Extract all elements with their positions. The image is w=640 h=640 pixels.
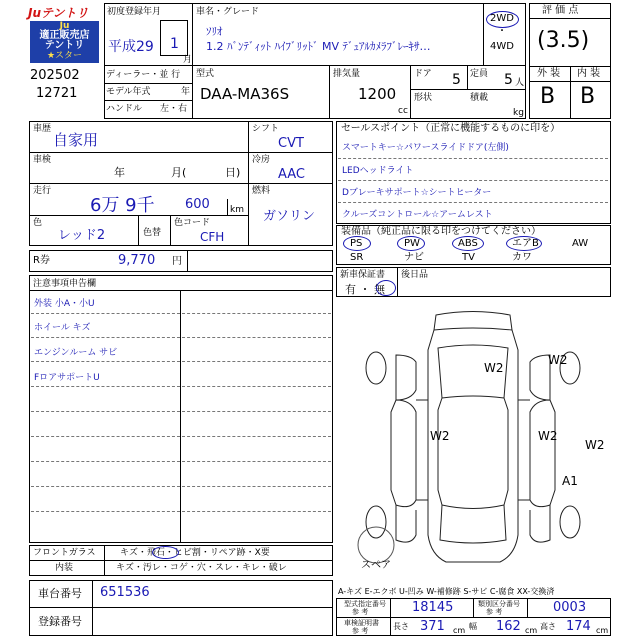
color-value: レッド2 xyxy=(58,228,106,243)
logo xyxy=(28,4,101,64)
reg-year-era: 平成29 xyxy=(108,39,154,55)
recycle-value: 9,770 xyxy=(118,253,156,268)
drive-4wd: 4WD xyxy=(490,41,514,52)
warranty-circle xyxy=(376,280,396,296)
equip-pw: PW xyxy=(404,238,420,249)
designation-value: 18145 xyxy=(412,600,454,615)
doors-label: ドア xyxy=(414,69,432,79)
doors-value: 5 xyxy=(452,72,461,88)
note-3: エンジンルーム サビ xyxy=(34,348,118,358)
height-value: 174 xyxy=(566,619,591,634)
logo-brand: Juテントリ xyxy=(28,6,89,20)
equip-abs-circle xyxy=(452,236,484,251)
load-unit: kg xyxy=(513,108,524,118)
color-code: CFH xyxy=(200,230,225,244)
logo-line1: Ju xyxy=(59,21,70,31)
logo-line2: 適正販売店 xyxy=(39,30,90,41)
mileage-unit: km xyxy=(230,205,244,215)
equipment-label: 装備品（純正品に限る印をつけてください） xyxy=(341,226,541,237)
category-value: 0003 xyxy=(553,600,587,615)
model-value: DAA-MA36S xyxy=(200,85,290,103)
displacement-unit: cc xyxy=(398,106,408,116)
note-1: 外装 小A・小U xyxy=(34,299,95,309)
front-glass-label: フロントガラス xyxy=(33,548,96,558)
equip-ps: PS xyxy=(350,238,363,249)
front-glass-circle xyxy=(152,546,179,559)
note-2: ホイール キズ xyxy=(34,323,91,333)
displacement-label: 排気量 xyxy=(333,69,361,79)
width-unit: cm xyxy=(525,626,538,635)
color-code-label: 色コード xyxy=(174,218,211,228)
length-name: 長さ xyxy=(393,622,409,631)
equip-tv: TV xyxy=(462,252,475,263)
mark-right-side: W2 xyxy=(538,429,558,443)
sales-point-2: LEDヘッドライト xyxy=(342,166,414,176)
color-change-label: 色替 xyxy=(143,228,162,238)
interior-value: キズ・汚レ・コゲ・穴・スレ・キレ・破レ xyxy=(116,563,287,573)
score-value: (3.5) xyxy=(537,28,590,53)
dealer-label: ディーラー・並 行 xyxy=(106,70,181,80)
sales-point-1: スマートキー☆パワースライドドア(左側) xyxy=(342,143,509,153)
shift-label: シフト xyxy=(252,124,280,134)
sales-point-4: クルーズコントロール☆アームレスト xyxy=(342,210,493,220)
warranty-label: 新車保証書 xyxy=(340,270,386,280)
notes-box xyxy=(29,275,333,543)
fuel-value: ガソリン xyxy=(263,209,316,224)
length-sub: 参 考 xyxy=(352,627,369,635)
note-4: FロアサポートU xyxy=(34,373,100,383)
warranty-value: 有 ・ 無 xyxy=(345,283,385,296)
drive-2wd: 2WD xyxy=(490,13,514,24)
mark-right: W2 xyxy=(585,438,605,452)
capacity-unit: 人 xyxy=(515,78,525,88)
reg-year-label: 初度登録年月 xyxy=(107,7,162,17)
recycle-label: R券 xyxy=(33,255,50,266)
fuel-label: 燃料 xyxy=(252,186,271,196)
mileage-label: 走行 xyxy=(33,186,52,196)
mark-roof: W2 xyxy=(484,361,504,375)
length-value: 371 xyxy=(420,619,445,634)
inspection-label: 車検 xyxy=(33,155,52,165)
mileage-sub: 600 xyxy=(185,197,210,212)
spare-label: スペア xyxy=(361,560,391,571)
score-ext: B xyxy=(540,84,556,109)
score-int: B xyxy=(580,84,596,109)
displacement-value: 1200 xyxy=(358,85,397,103)
reg-month-unit: 月 xyxy=(183,55,193,65)
shape-label: 形状 xyxy=(414,93,433,103)
mark-front-left: W2 xyxy=(430,429,450,443)
model-label: 型式 xyxy=(196,69,215,79)
equip-airbag: エアB xyxy=(512,238,539,249)
equip-aw: AW xyxy=(572,238,589,249)
recycle-unit: 円 xyxy=(172,256,182,267)
car-grade: 1.2 ﾊﾞﾝﾃﾞｨｯﾄ ﾊｲﾌﾞﾘｯﾄﾞ MV ﾃﾞｭｱﾙｶﾒﾗﾌﾞﾚｰｷｻ… xyxy=(206,41,431,53)
handle-value: 左・右 xyxy=(160,104,188,114)
mileage-value: 6万 9千 xyxy=(90,195,155,216)
width-name: 幅 xyxy=(469,622,477,631)
load-label: 積載 xyxy=(470,93,489,103)
reg-month: 1 xyxy=(170,36,179,52)
capacity-value: 5 xyxy=(504,72,513,88)
inspection-year: 年 xyxy=(114,166,125,179)
lot-number-1: 202502 xyxy=(30,68,80,83)
equip-ps-circle xyxy=(343,236,371,251)
car-diagram xyxy=(336,300,611,585)
interior-label: 内装 xyxy=(55,563,74,573)
damage-legend: A-キズ E-エクボ U-凹み W-補修跡 S-サビ C-腐食 XX-交換済 xyxy=(338,587,555,596)
car-label: 車名・グレード xyxy=(196,7,260,17)
equip-abs: ABS xyxy=(458,238,478,249)
equip-sr: SR xyxy=(350,252,364,263)
drive-dot: ・ xyxy=(497,26,507,37)
equip-leather: カワ xyxy=(512,252,532,263)
height-unit: cm xyxy=(596,626,609,635)
chassis-label: 車台番号 xyxy=(38,587,82,600)
usage-label: 車歴 xyxy=(33,124,52,134)
shift-value: CVT xyxy=(278,136,304,151)
front-glass-value: キズ・飛石・ヒビ割・リペア跡・X要 xyxy=(120,548,270,558)
warranty-book-label: 後日品 xyxy=(401,270,429,280)
equip-airbag-circle xyxy=(506,236,542,251)
logo-line3: テントリ xyxy=(44,40,85,51)
length-label: 車検証明書 xyxy=(344,619,379,627)
usage-value: 自家用 xyxy=(53,131,99,149)
model-year-unit: 年 xyxy=(181,87,191,97)
mark-rear-right: W2 xyxy=(548,353,568,367)
notes-label: 注意事項申告欄 xyxy=(33,279,97,289)
width-value: 162 xyxy=(496,619,521,634)
sales-point-3: Dブレーキサポート☆シートヒーター xyxy=(342,188,492,198)
equip-pw-circle xyxy=(397,236,425,251)
score-int-label: 内 装 xyxy=(577,68,601,79)
mark-a1: A1 xyxy=(562,474,578,488)
inspection-month: 月( xyxy=(171,166,187,179)
logo-line4: ★スター xyxy=(46,51,83,61)
category-label: 類別区分番号 xyxy=(478,600,520,608)
lot-number-2: 12721 xyxy=(36,86,78,101)
chassis-value: 651536 xyxy=(100,585,150,600)
designation-sub: 参 考 xyxy=(352,608,369,616)
handle-label: ハンドル xyxy=(106,104,143,114)
registration-label: 登録番号 xyxy=(38,615,82,628)
score-label: 評 価 点 xyxy=(542,5,579,16)
inspection-day: 日) xyxy=(225,166,241,179)
height-name: 高さ xyxy=(540,622,556,631)
logo-badge xyxy=(30,21,99,63)
sales-points-label: セールスポイント（正常に機能するものに印を） xyxy=(341,123,561,134)
ac-label: 冷房 xyxy=(252,155,271,165)
color-label: 色 xyxy=(33,218,43,228)
model-year-label: モデル年式 xyxy=(106,87,151,97)
length-unit: cm xyxy=(453,626,466,635)
capacity-label: 定員 xyxy=(470,69,489,79)
score-ext-label: 外 装 xyxy=(537,68,561,79)
ac-value: AAC xyxy=(278,167,305,182)
equip-navi: ナビ xyxy=(404,252,424,263)
designation-label: 型式指定番号 xyxy=(344,600,386,608)
car-name: ｿﾘｵ xyxy=(206,25,223,38)
category-sub: 参 考 xyxy=(486,608,503,616)
